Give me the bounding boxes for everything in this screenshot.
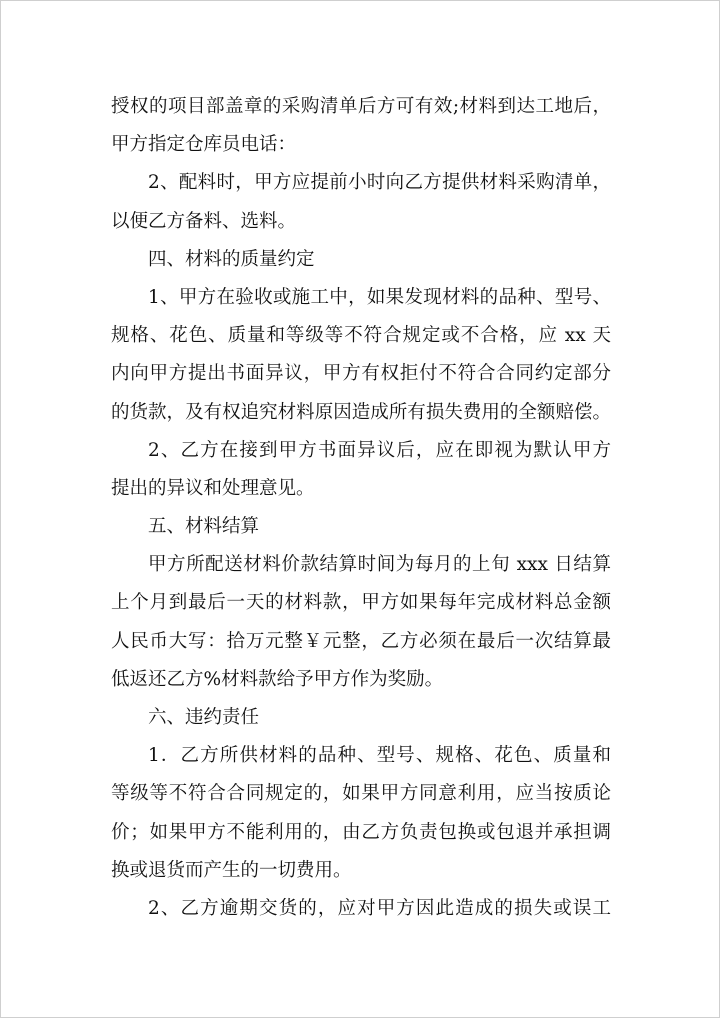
document-body	[111, 88, 611, 928]
text-line: 低返还乙方%材料款给予甲方作为奖励。	[111, 668, 444, 690]
section-heading: 六、违约责任	[148, 707, 260, 728]
section-heading: 五、材料结算	[148, 516, 260, 538]
text-line: 人民币大写：拾万元整￥元整，乙方必须在最后一次结算最	[111, 630, 611, 652]
text-line: 内向甲方提出书面异议，甲方有权拒付不符合合同约定部分	[111, 363, 611, 385]
text-line: 换或退货而产生的一切费用。	[111, 859, 352, 881]
text-line: 1、甲方在验收或施工中，如果发现材料的品种、型号、	[148, 286, 611, 308]
text-line: 等级等不符合合同规定的，如果甲方同意利用，应当按质论	[111, 783, 611, 805]
text-line: 提出的异议和处理意见。	[111, 477, 315, 499]
text-line: 2、配料时，甲方应提前小时向乙方提供材料采购清单，	[148, 172, 611, 194]
text-line: 以便乙方备料、选料。	[111, 210, 297, 232]
text-line: 2、乙方逾期交货的，应对甲方因此造成的损失或误工	[148, 897, 611, 919]
text-line: 的货款，及有权追究材料原因造成所有损失费用的全额赔偿。	[111, 401, 611, 423]
text-line: 2、乙方在接到甲方书面异议后，应在即视为默认甲方	[148, 439, 611, 461]
section-heading: 四、材料的质量约定	[148, 248, 315, 270]
text-line: 授权的项目部盖章的采购清单后方可有效;材料到达工地后，	[111, 96, 611, 117]
text-line: 规格、花色、质量和等级等不符合规定或不合格，应 xx 天	[111, 325, 611, 347]
text-line: 1．乙方所供材料的品种、型号、规格、花色、质量和	[148, 745, 611, 767]
text-line: 上个月到最后一天的材料款，甲方如果每年完成材料总金额	[111, 592, 611, 614]
text-line: 甲方所配送材料价款结算时间为每月的上旬 xxx 日结算	[148, 554, 611, 576]
text-line: 价；如果甲方不能利用的，由乙方负责包换或包退并承担调	[111, 821, 611, 843]
text-line: 甲方指定仓库员电话：	[111, 134, 297, 156]
